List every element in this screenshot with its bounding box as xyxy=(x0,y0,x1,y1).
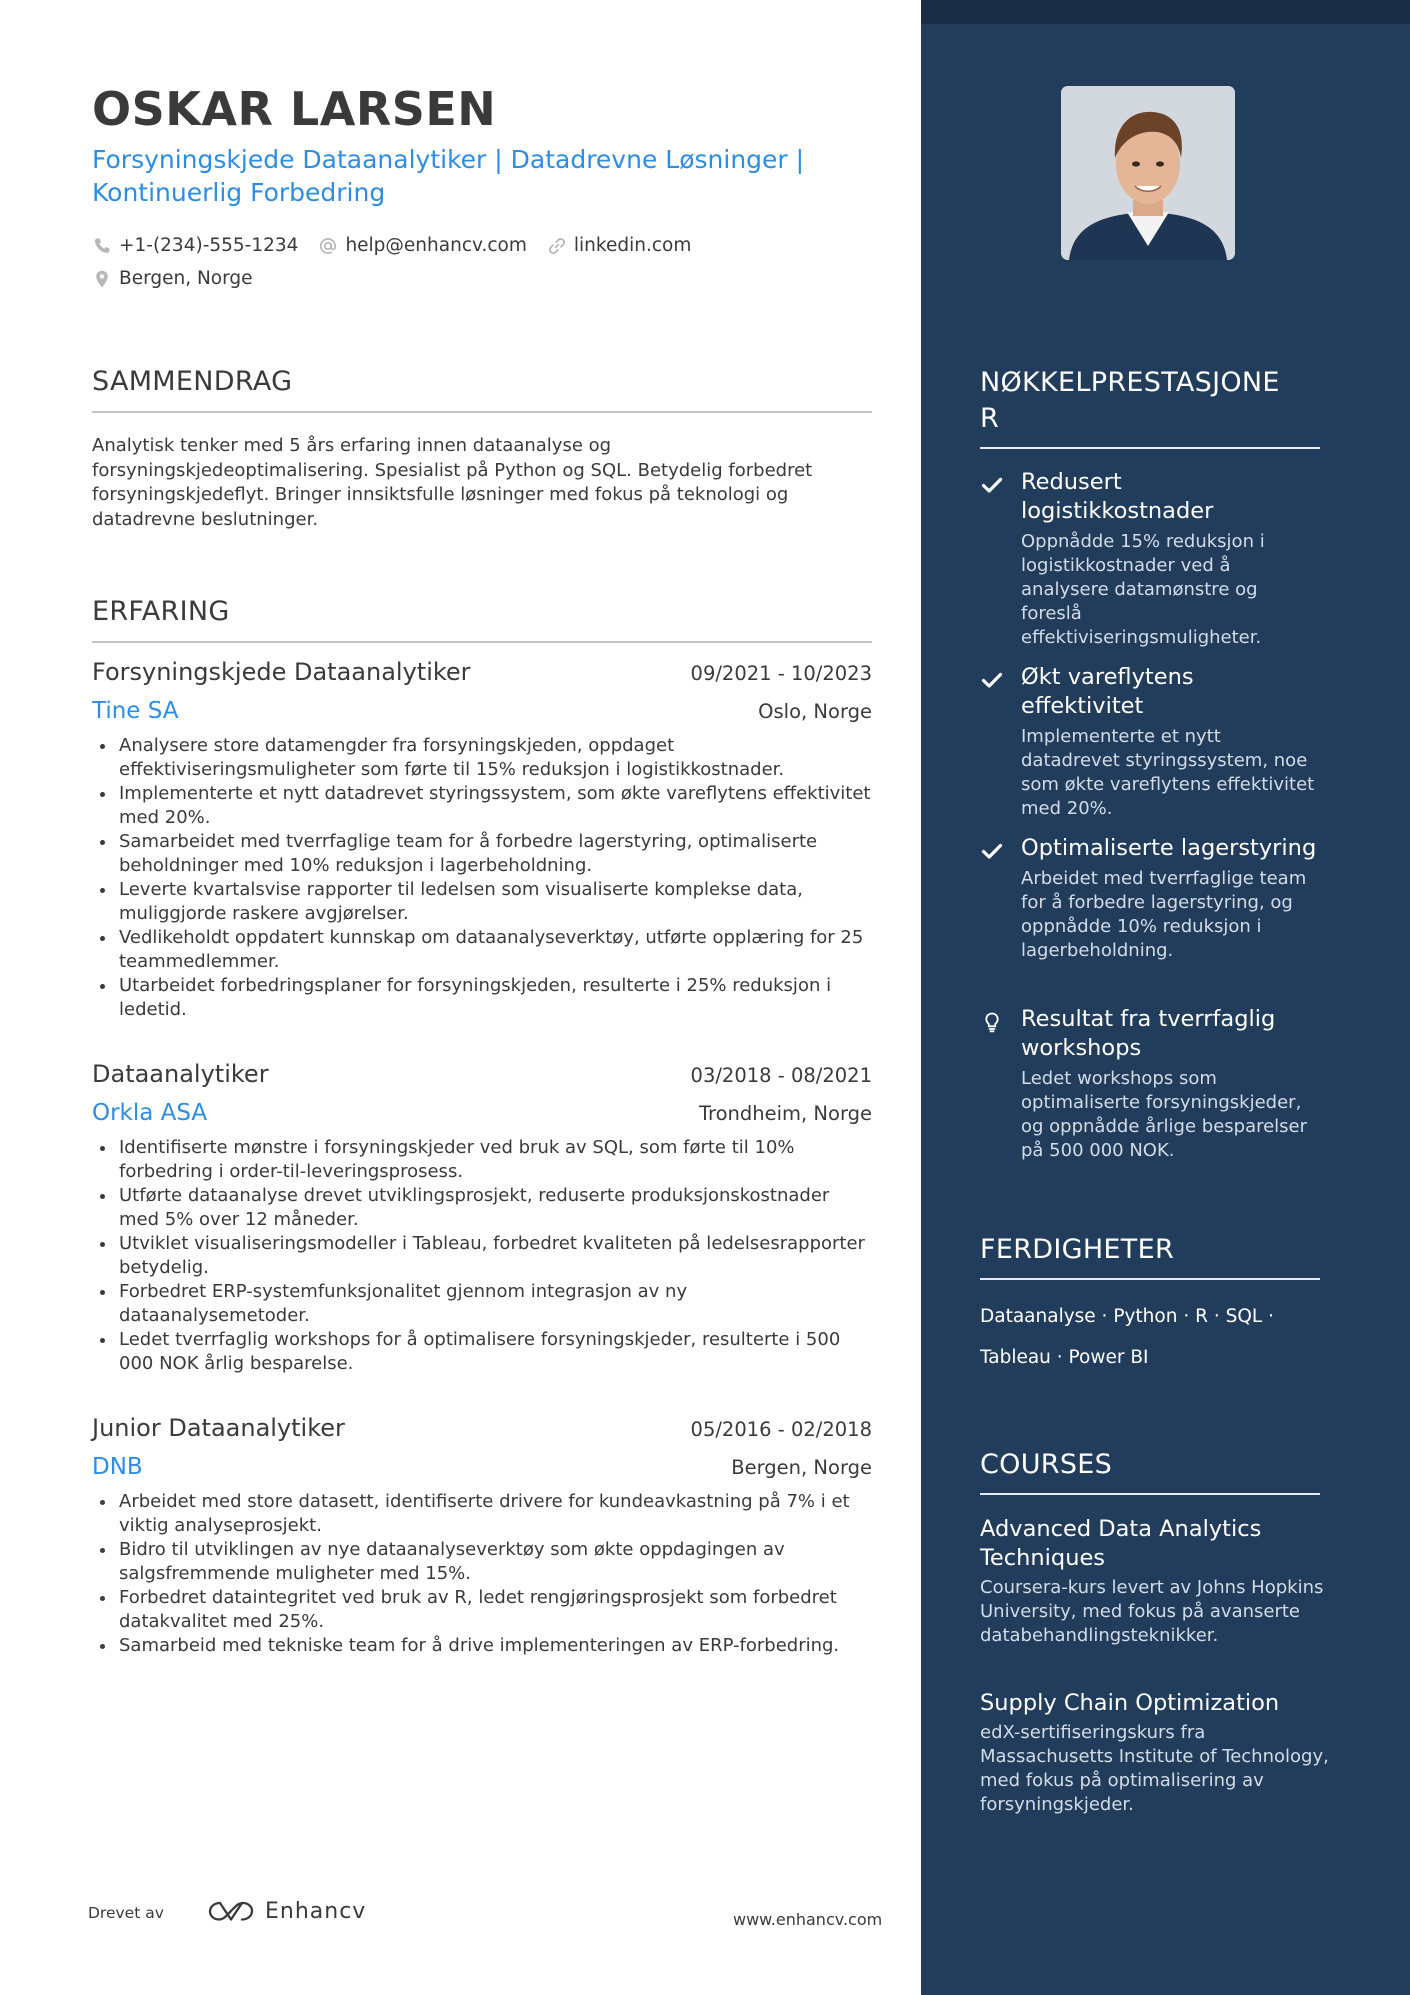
enhancv-logo[interactable] xyxy=(207,1898,366,1924)
job-title: Forsyningskjede Dataanalytiker xyxy=(92,658,471,686)
sidebar-topbar xyxy=(921,0,1410,24)
lightbulb-icon xyxy=(980,1010,1004,1034)
achievement-item xyxy=(980,1005,1320,1163)
skills-line: Dataanalyse · Python · R · SQL · xyxy=(980,1306,1274,1327)
achievement-title: Resultat fra tverrfaglig workshops xyxy=(1021,1006,1276,1061)
course-desc: Coursera-kurs levert av Johns Hopkins University, med fokus på avanserte databehandlingsteknikker. xyxy=(980,1577,1324,1646)
summary-text: Analytisk tenker med 5 års erfaring innen dataanalyse og forsyningskjedeoptimalisering. Spesialist på Python og SQL. Betydelig forbedret forsyningskjedeflyt. Bringer innsiktsfulle løsninger med fokus på teknologi og datadrevne beslutninger. xyxy=(92,435,813,530)
job-bullet: Forbedret ERP-systemfunksjonalitet gjennom integrasjon av ny dataanalysemetoder. xyxy=(92,1280,872,1328)
achievements-divider xyxy=(980,447,1320,449)
job-bullet: Utviklet visualiseringsmodeller i Tableau, forbedret kvaliteten på ledelsesrapporter betydelig. xyxy=(92,1232,872,1280)
courses-title: COURSES xyxy=(980,1449,1113,1480)
achievement-desc: Ledet workshops som optimaliserte forsyningskjeder, og oppnådde årlige besparelser på 500 000 NOK. xyxy=(1021,1068,1308,1161)
achievement-item xyxy=(980,663,1320,821)
skills-divider xyxy=(980,1278,1320,1280)
achievement-desc: Arbeidet med tverrfaglige team for å forbedre lagerstyring, og oppnådde 10% reduksjon i lagerbeholdning. xyxy=(1021,868,1307,961)
experience-title: ERFARING xyxy=(92,596,230,627)
email-contact[interactable] xyxy=(318,235,526,256)
job-dates: 05/2016 - 02/2018 xyxy=(690,1418,872,1441)
skills-list xyxy=(980,1296,1320,1378)
phone-contact[interactable] xyxy=(92,235,298,256)
course-item xyxy=(980,1515,1330,1648)
job-bullet: Utførte dataanalyse drevet utviklingsprosjekt, reduserte produksjonskostnader med 5% over 12 måneder. xyxy=(92,1184,872,1232)
phone-text: +1-(234)-555-1234 xyxy=(119,235,299,256)
link-icon xyxy=(547,236,567,256)
job-bullet: Samarbeid med tekniske team for å drive implementeringen av ERP-forbedring. xyxy=(92,1634,872,1658)
achievement-title: Økt vareflytens effektivitet xyxy=(1021,664,1194,719)
job-entry xyxy=(92,1060,872,1376)
course-title: Advanced Data Analytics Techniques xyxy=(980,1516,1262,1571)
job-bullets xyxy=(92,1490,872,1658)
enhancv-logo-icon xyxy=(207,1898,255,1924)
job-location: Bergen, Norge xyxy=(731,1456,872,1479)
job-bullets xyxy=(92,1136,872,1376)
achievement-desc: Oppnådde 15% reduksjon i logistikkostnader ved å analysere datamønstre og foreslå effektiviseringsmuligheter. xyxy=(1021,531,1265,648)
location-text: Bergen, Norge xyxy=(119,268,253,289)
achievements-title-line1: NØKKELPRESTASJONE xyxy=(980,367,1280,398)
job-title: Dataanalytiker xyxy=(92,1060,269,1088)
achievement-desc: Implementerte et nytt datadrevet styringssystem, noe som økte vareflytens effektivitet med 20%. xyxy=(1021,726,1315,819)
skills-title: FERDIGHETER xyxy=(980,1234,1175,1265)
job-bullet: Identifiserte mønstre i forsyningskjeder ved bruk av SQL, som førte til 10% forbedring i order-til-leveringsprosess. xyxy=(92,1136,872,1184)
job-entry xyxy=(92,658,872,1022)
job-bullet: Vedlikeholdt oppdatert kunnskap om dataanalyseverktøy, utførte opplæring for 25 teammedlemmer. xyxy=(92,926,872,974)
achievements-title xyxy=(980,365,1320,437)
profile-photo xyxy=(1061,86,1235,260)
check-icon xyxy=(980,839,1004,863)
contact-info xyxy=(92,229,872,295)
job-location: Oslo, Norge xyxy=(758,700,872,723)
job-bullet: Implementerte et nytt datadrevet styringssystem, som økte vareflytens effektivitet med 20%. xyxy=(92,782,872,830)
achievement-title: Optimaliserte lagerstyring xyxy=(1021,835,1317,861)
courses-divider xyxy=(980,1493,1320,1495)
job-location: Trondheim, Norge xyxy=(698,1102,872,1125)
course-item xyxy=(980,1689,1330,1817)
job-bullet: Analysere store datamengder fra forsyningskjeden, oppdaget effektiviseringsmuligheter som førte til 15% reduksjon i logistikkostnader. xyxy=(92,734,872,782)
summary-title: SAMMENDRAG xyxy=(92,366,293,397)
experience-divider xyxy=(92,641,872,643)
achievements-title-line2: R xyxy=(980,403,1000,434)
check-icon xyxy=(980,473,1004,497)
phone-icon xyxy=(92,236,112,256)
job-bullet: Leverte kvartalsvise rapporter til ledelsen som visualiserte komplekse data, muliggjorde raskere avgjørelser. xyxy=(92,878,872,926)
at-icon xyxy=(318,236,338,256)
email-text: help@enhancv.com xyxy=(345,235,527,256)
summary-divider xyxy=(92,411,872,413)
job-bullet: Forbedret dataintegritet ved bruk av R, ledet rengjøringsprosjekt som forbedret datakvalitet med 25%. xyxy=(92,1586,872,1634)
job-bullet: Ledet tverrfaglig workshops for å optimalisere forsyningskjeder, resulterte i 500 000 NOK årlig besparelse. xyxy=(92,1328,872,1376)
achievement-title: Redusert logistikkostnader xyxy=(1021,469,1214,524)
job-bullets xyxy=(92,734,872,1022)
job-title: Junior Dataanalytiker xyxy=(92,1414,345,1442)
job-company: Tine SA xyxy=(92,698,179,724)
footer-url[interactable]: www.enhancv.com xyxy=(733,1910,883,1929)
course-title: Supply Chain Optimization xyxy=(980,1690,1280,1716)
candidate-name: OSKAR LARSEN xyxy=(92,82,497,136)
skills-line: Tableau · Power BI xyxy=(980,1347,1149,1368)
job-entry xyxy=(92,1414,872,1658)
job-dates: 03/2018 - 08/2021 xyxy=(690,1064,872,1087)
job-bullet: Bidro til utviklingen av nye dataanalyseverktøy som økte oppdagingen av salgsfremmende muligheter med 15%. xyxy=(92,1538,872,1586)
job-company: Orkla ASA xyxy=(92,1100,208,1126)
check-icon xyxy=(980,668,1004,692)
enhancv-brand: Enhancv xyxy=(265,1898,367,1924)
linkedin-contact[interactable] xyxy=(547,235,691,256)
job-bullet: Utarbeidet forbedringsplaner for forsyningskjeden, resulterte i 25% reduksjon i ledetid. xyxy=(92,974,872,1022)
job-dates: 09/2021 - 10/2023 xyxy=(690,662,872,685)
headline: Forsyningskjede Dataanalytiker | Datadrevne Løsninger | Kontinuerlig Forbedring xyxy=(92,145,805,207)
powered-by-label: Drevet av xyxy=(88,1904,164,1922)
achievement-item xyxy=(980,468,1320,650)
location-pin-icon xyxy=(92,269,112,289)
job-bullet: Arbeidet med store datasett, identifiserte drivere for kundeavkastning på 7% i et viktig analyseprosjekt. xyxy=(92,1490,872,1538)
job-bullet: Samarbeidet med tverrfaglige team for å forbedre lagerstyring, optimaliserte beholdninger med 10% reduksjon i lagerbeholdning. xyxy=(92,830,872,878)
course-desc: edX-sertifiseringskurs fra Massachusetts Institute of Technology, med fokus på optimalisering av forsyningskjeder. xyxy=(980,1722,1329,1815)
sidebar xyxy=(921,0,1410,1995)
linkedin-text: linkedin.com xyxy=(573,235,692,256)
location-contact xyxy=(92,268,253,289)
achievement-item xyxy=(980,834,1320,963)
job-company: DNB xyxy=(92,1454,143,1480)
